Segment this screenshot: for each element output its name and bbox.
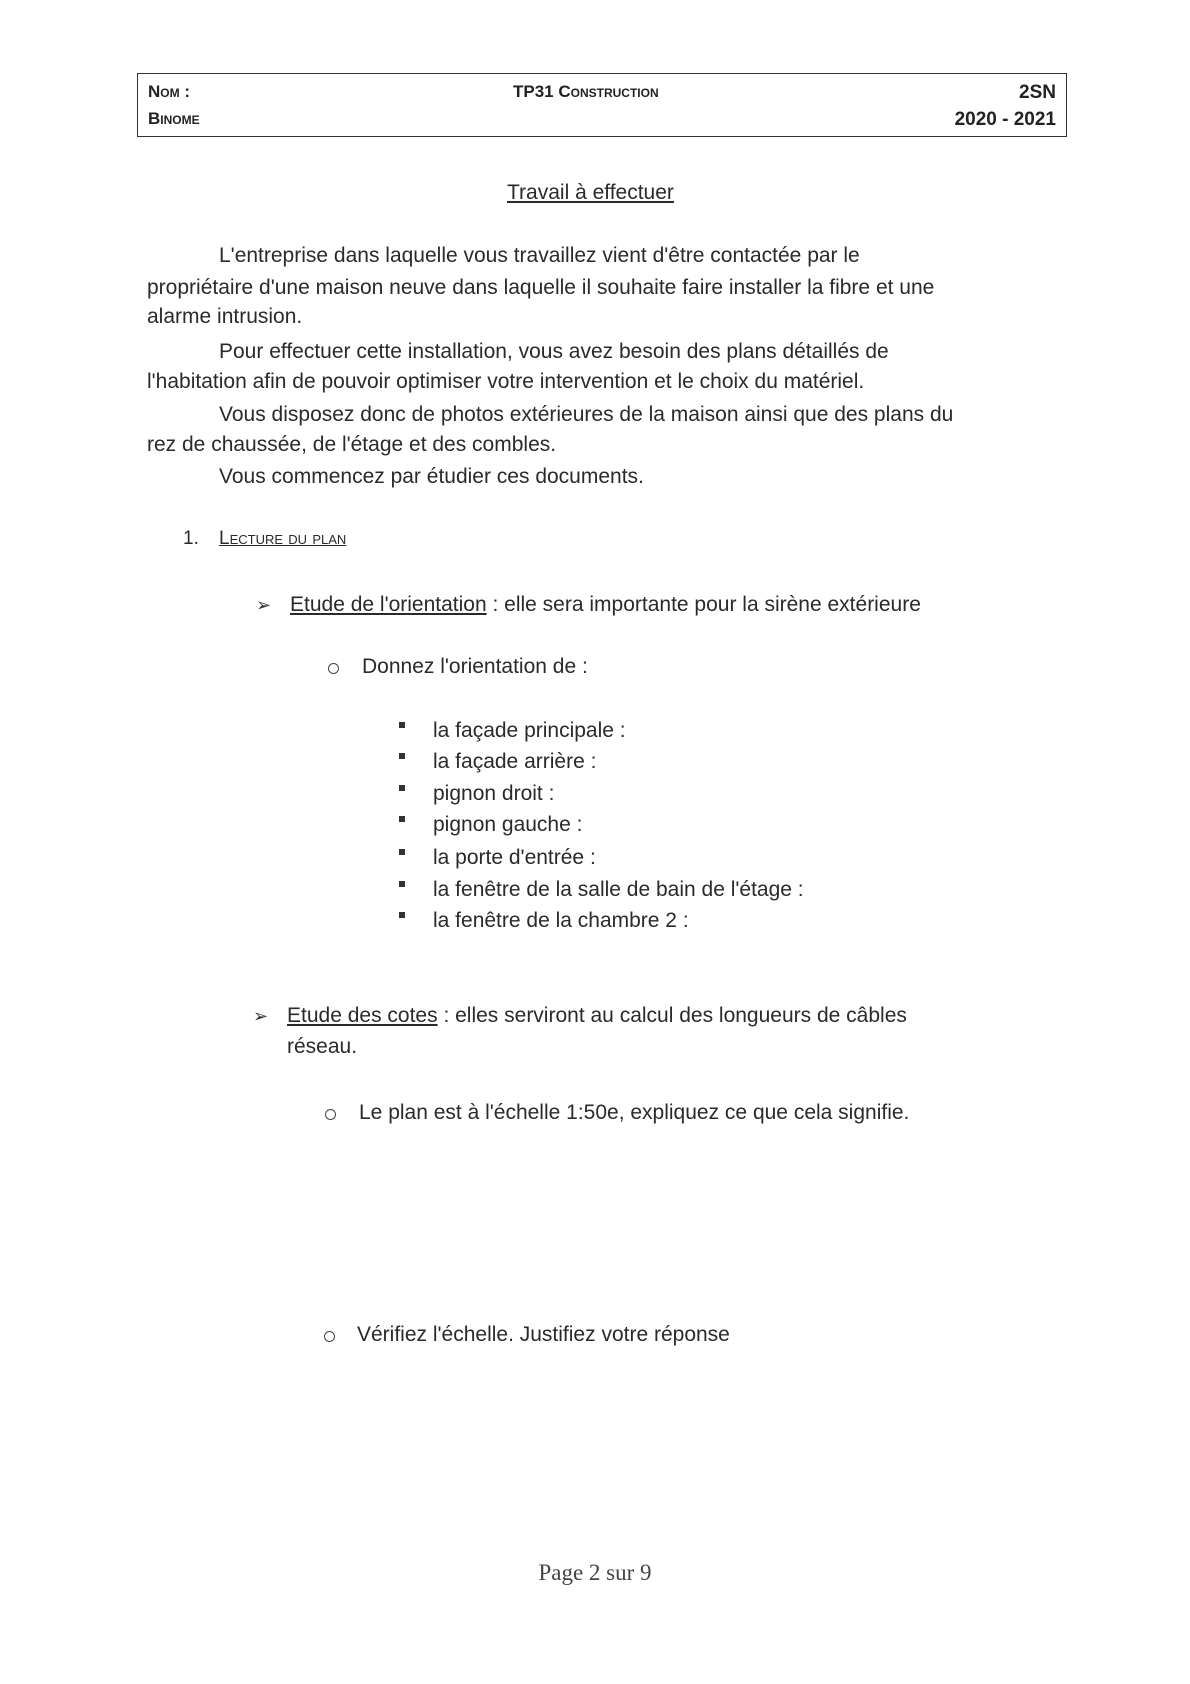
square-bullet-icon [399, 753, 405, 759]
orientation-item: pignon gauche : [433, 813, 583, 836]
part-title: Lecture du plan [219, 528, 347, 549]
class-label: 2SN [1019, 82, 1056, 103]
name-label: Nom : [148, 82, 190, 101]
square-bullet-icon [399, 785, 405, 791]
intro-line: Vous disposez donc de photos extérieures de la maison ainsi que des plans du [219, 403, 954, 426]
arrow-bullet-icon: ➢ [256, 595, 272, 615]
square-bullet-icon [399, 816, 405, 822]
orientation-item: la fenêtre de la chambre 2 : [433, 909, 689, 932]
intro-line: rez de chaussée, de l'étage et des combles. [147, 433, 557, 456]
part-number: 1. [183, 528, 199, 549]
arrow-bullet-icon: ➢ [253, 1006, 269, 1026]
square-bullet-icon [399, 849, 405, 855]
cotes-heading-cont: réseau. [287, 1035, 358, 1058]
intro-line: Pour effectuer cette installation, vous avez besoin des plans détaillés de [219, 340, 889, 363]
section-title: Travail à effectuer [507, 181, 674, 204]
square-bullet-icon [399, 912, 405, 918]
orientation-item: la façade arrière : [433, 750, 597, 773]
orientation-question: Donnez l'orientation de : [362, 655, 588, 678]
square-bullet-icon [399, 722, 405, 728]
circle-bullet-icon [328, 663, 339, 674]
page-number: Page 2 sur 9 [538, 1560, 652, 1585]
document-header [137, 73, 1067, 137]
square-bullet-icon [399, 881, 405, 887]
orientation-item: la fenêtre de la salle de bain de l'étage : [433, 878, 804, 901]
intro-line: L'entreprise dans laquelle vous travaillez vient d'être contactée par le [219, 244, 860, 267]
intro-line: Vous commencez par étudier ces documents. [219, 465, 644, 488]
doc-title: TP31 Construction [513, 82, 659, 101]
cotes-question: Le plan est à l'échelle 1:50e, expliquez ce que cela signifie. [359, 1101, 910, 1124]
circle-bullet-icon [324, 1331, 335, 1342]
binome-label: Binome [148, 109, 200, 128]
intro-line: propriétaire d'une maison neuve dans laquelle il souhaite faire installer la fibre et une [147, 276, 935, 299]
orientation-item: la porte d'entrée : [433, 846, 596, 869]
cotes-heading: Etude des cotes : elles serviront au calcul des longueurs de câbles [287, 1004, 907, 1027]
cotes-question: Vérifiez l'échelle. Justifiez votre réponse [357, 1323, 730, 1346]
orientation-heading: Etude de l'orientation : elle sera importante pour la sirène extérieure [290, 593, 921, 616]
intro-line: alarme intrusion. [147, 305, 303, 328]
orientation-item: la façade principale : [433, 719, 626, 742]
intro-line: l'habitation afin de pouvoir optimiser votre intervention et le choix du matériel. [147, 370, 865, 393]
year-label: 2020 - 2021 [954, 109, 1056, 130]
orientation-item: pignon droit : [433, 782, 555, 805]
circle-bullet-icon [325, 1109, 336, 1120]
